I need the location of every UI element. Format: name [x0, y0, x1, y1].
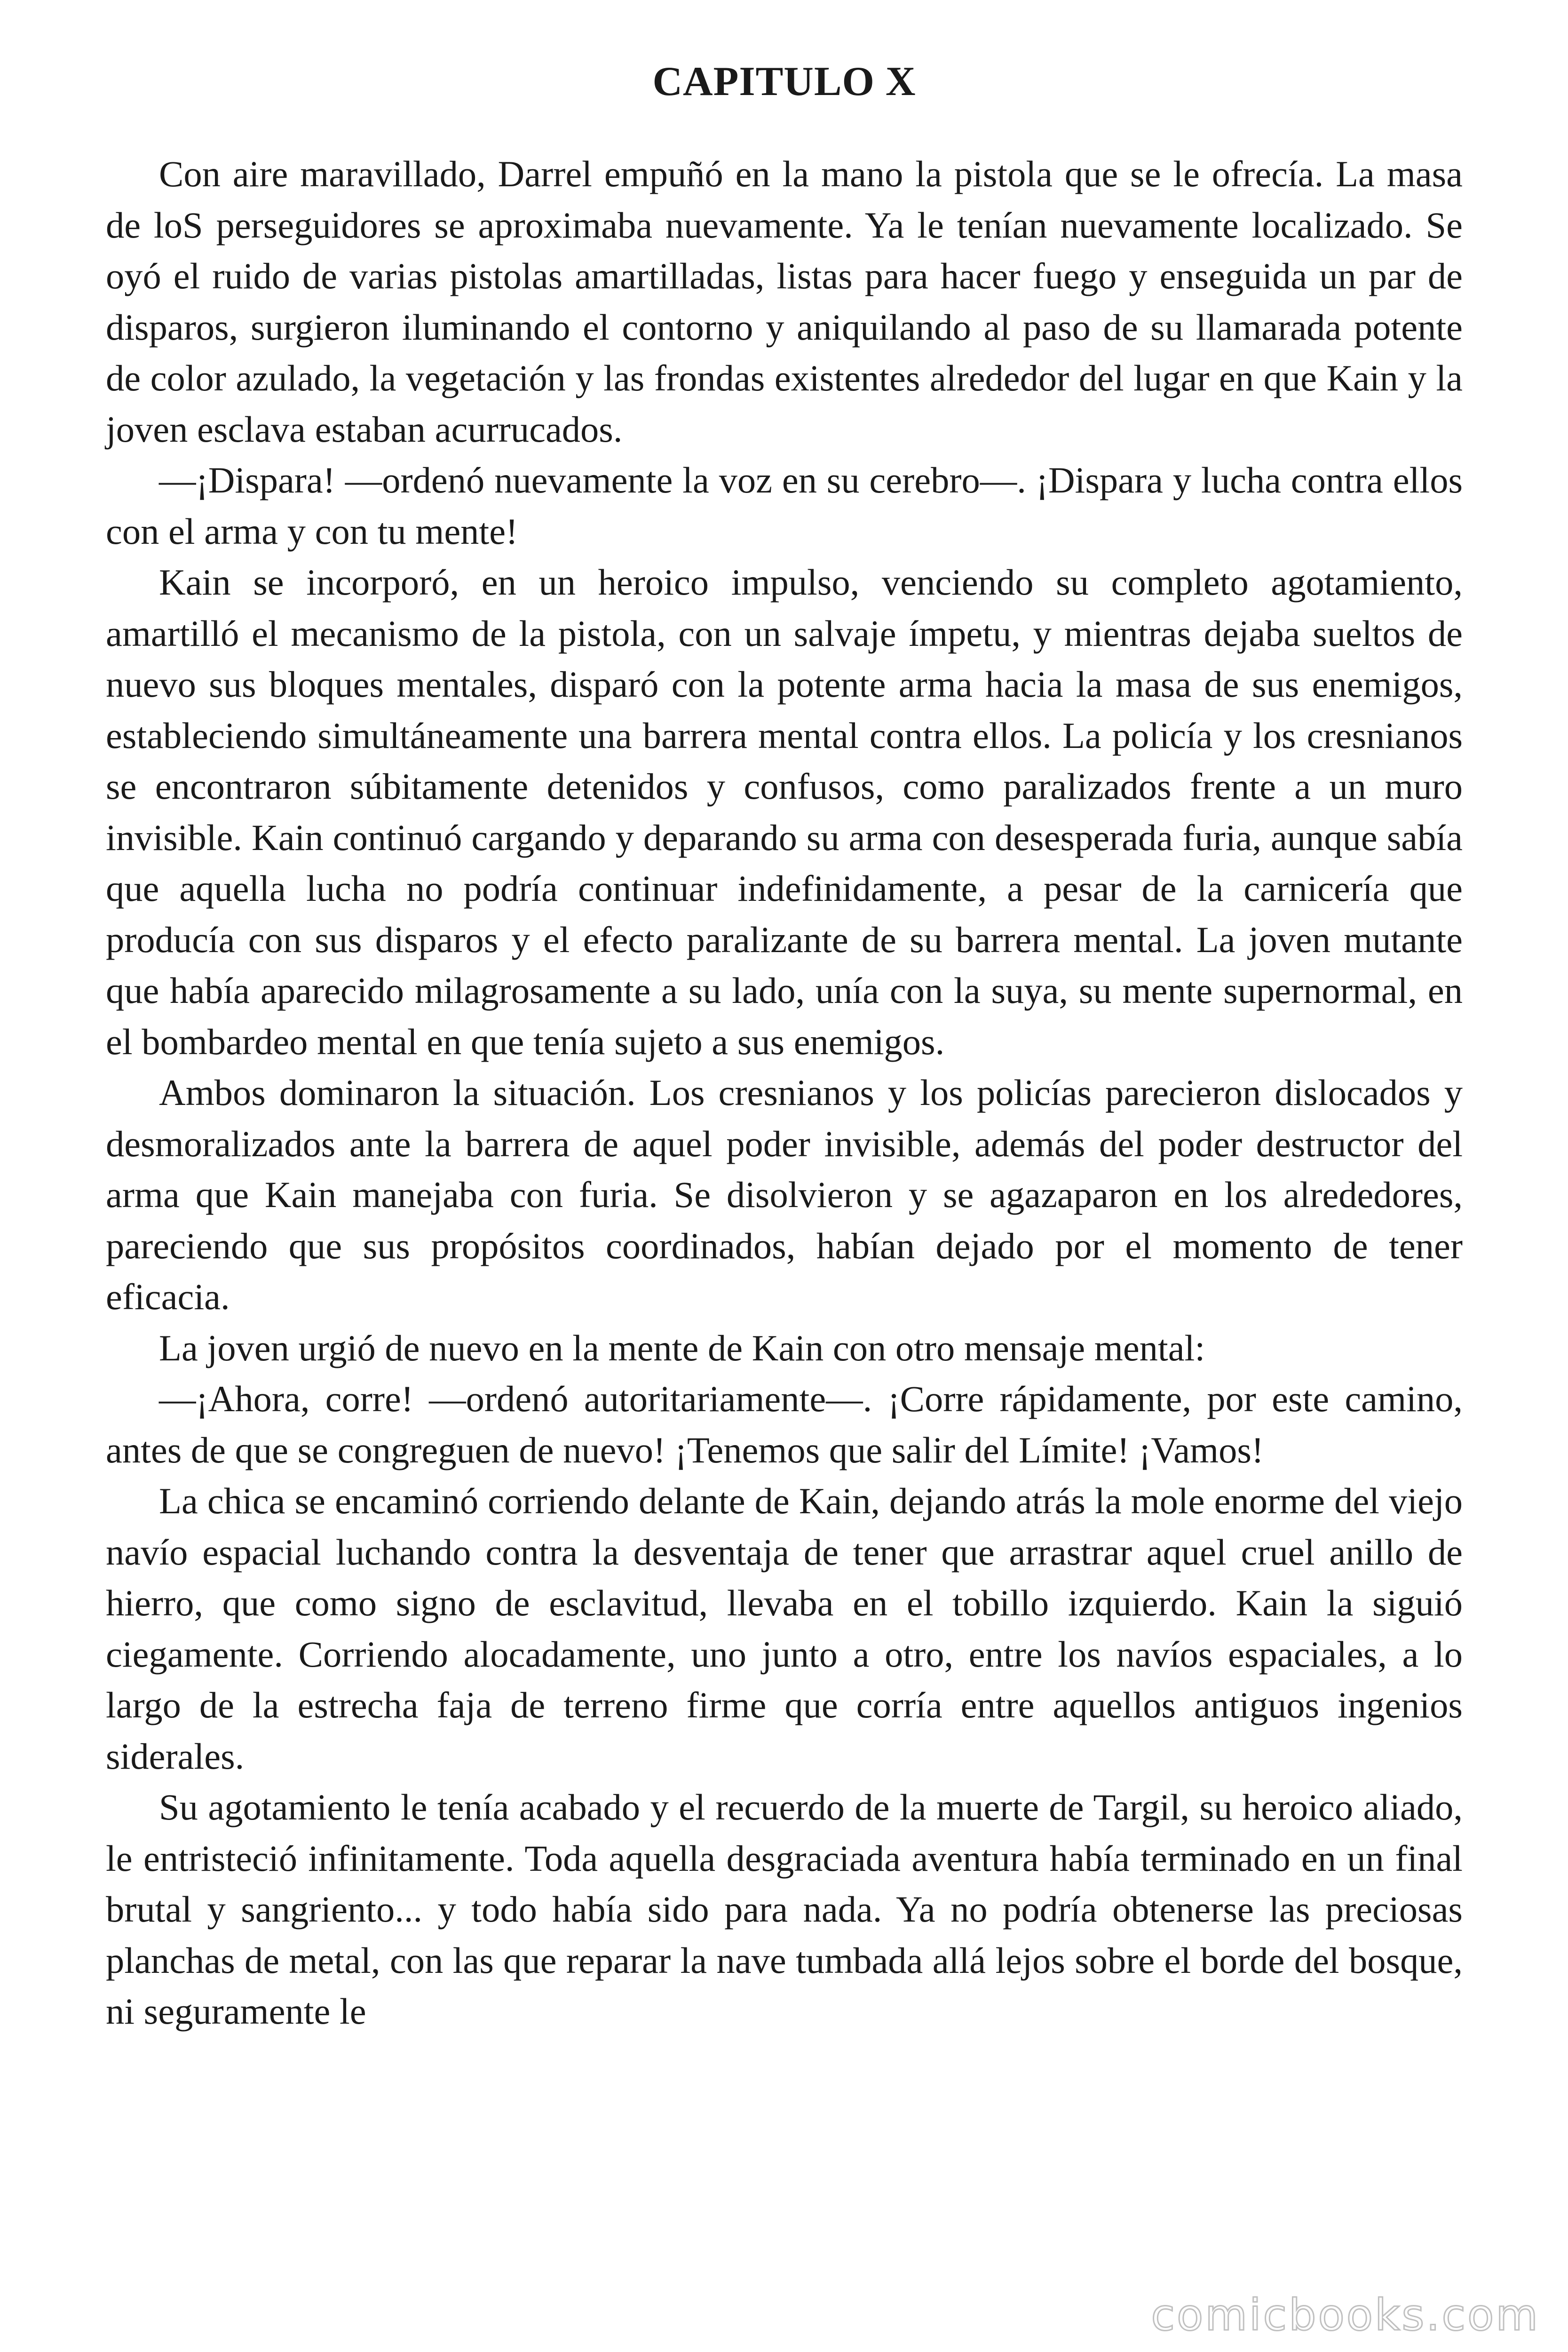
paragraph: Con aire maravillado, Darrel empuñó en la mano la pistola que se le ofrecía. La masa de loS perseguidores se aproximaba nuevamente. Ya le tenían nuevamente localizado. Se oyó el ruido de varias pistolas amartilladas, listas para hacer fuego y enseguida un par de disparos, surgieron iluminando el contorno y aniquilando al paso de su llamarada potente de color azulado, la vegetación y las frondas existentes alrededor del lugar en que Kain y la joven esclava estaban acurrucados. [106, 153, 1463, 450]
paragraph: —¡Dispara! —ordenó nuevamente la voz en su cerebro—. ¡Dispara y lucha contra ellos con el arma y con tu mente! [106, 460, 1463, 552]
watermark: comicbooks.com [1151, 2290, 1540, 2340]
paragraph: Kain se incorporó, en un heroico impulso, venciendo su completo agotamiento, amartilló el mecanismo de la pistola, con un salvaje ímpetu, y mientras dejaba sueltos de nuevo sus bloques mentales, disparó con la potente arma hacia la masa de sus enemigos, estableciendo simultáneamente una barrera mental contra ellos. La policía y los cresnianos se encontraron súbitamente detenidos y confusos, como paralizados frente a un muro invisible. Kain continuó cargando y deparando su arma con desesperada furia, aunque sabía que aquella lucha no podría continuar indefinidamente, a pesar de la carnicería que producía con sus disparos y el efecto paralizante de su barrera mental. La joven mutante que había aparecido milagrosamente a su lado, unía con la suya, su mente supernormal, en el bombardeo mental en que tenía sujeto a sus enemigos. [106, 562, 1463, 1062]
paragraph: —¡Ahora, corre! —ordenó autoritariamente—. ¡Corre rápidamente, por este camino, antes de que se congreguen de nuevo! ¡Tenemos que salir del Límite! ¡Vamos! [106, 1378, 1463, 1470]
paragraph: Su agotamiento le tenía acabado y el recuerdo de la muerte de Targil, su heroico aliado, le entristeció infinitamente. Toda aquella desgraciada aventura había terminado en un final brutal y sangriento... y todo había sido para nada. Ya no podría obtenerse las preciosas planchas de metal, con las que reparar la nave tumbada allá lejos sobre el borde del bosque, ni seguramente le [106, 1787, 1463, 2032]
paragraph: La chica se encaminó corriendo delante de Kain, dejando atrás la mole enorme del viejo navío espacial luchando contra la desventaja de tener que arrastrar aquel cruel anillo de hierro, que como signo de esclavitud, llevaba en el tobillo izquierdo. Kain la siguió ciegamente. Corriendo alocadamente, uno junto a otro, entre los navíos espaciales, a lo largo de la estrecha faja de terreno firme que corría entre aquellos antiguos ingenios siderales. [106, 1480, 1463, 1777]
paragraph: La joven urgió de nuevo en la mente de Kain con otro mensaje mental: [159, 1327, 1205, 1368]
chapter-body [106, 149, 1463, 2037]
paragraph: Ambos dominaron la situación. Los cresnianos y los policías parecieron dislocados y desmoralizados ante la barrera de aquel poder invisible, además del poder destructor del arma que Kain manejaba con furia. Se disolvieron y se agazaparon en los alrededores, pareciendo que sus propósitos coordinados, habían dejado por el momento de tener eficacia. [106, 1072, 1463, 1317]
book-page [106, 61, 1463, 2037]
chapter-title: CAPITULO X [652, 59, 916, 104]
